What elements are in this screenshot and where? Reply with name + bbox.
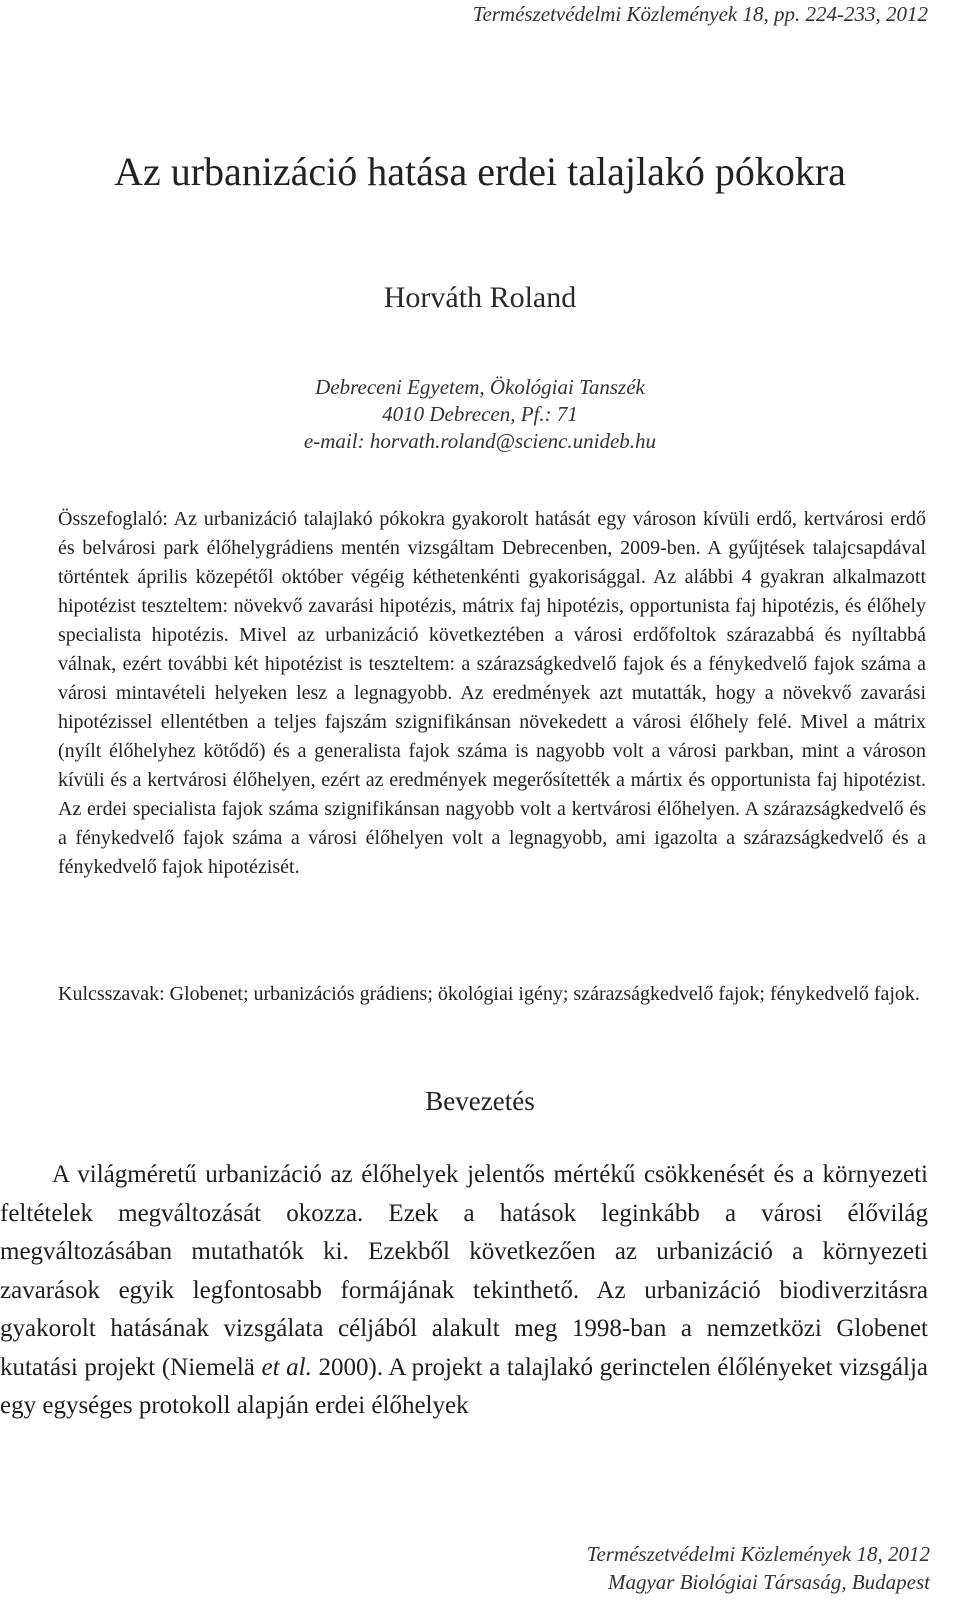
section-heading-introduction: Bevezetés xyxy=(425,1086,535,1116)
footer-publisher: Magyar Biológiai Társaság, Budapest xyxy=(607,1570,930,1594)
keywords-paragraph: Kulcsszavak: Globenet; urbanizációs grádiens; ökológiai igény; szárazságkedvelő fajok; fénykedvelő fajok. xyxy=(58,983,920,1005)
author-name: Horváth Roland xyxy=(383,281,577,314)
affiliation-block xyxy=(0,374,960,455)
affiliation-email: e-mail: horvath.roland@scienc.unideb.hu xyxy=(303,429,657,453)
intro-text-part2: 2000). A projekt a talajlakó gerinctelen élőlényeket vizsgálja egy egységes protokoll alapján erdei élőhelyek xyxy=(0,1353,928,1419)
abstract-paragraph: Összefoglaló: Az urbanizáció talajlakó pókokra gyakorolt hatását egy városon kívüli erdő, kertvárosi erdő és belvárosi park élőhelygrádiens mentén vizsgáltam Debrecenben, 2009-ben. A gyűjtések talajcsapdával történtek április közepétől október végéig kéthetenkénti gyakorisággal. Az alábbi 4 gyakran alkalmazott hipotézist teszteltem: növekvő zavarási hipotézis, mátrix faj hipotézis, opportunista faj hipotézis, és élőhely specialista hipotézis. Mivel az urbanizáció következtében a városi erdőfoltok szárazabbá és nyíltabbá válnak, ezért további két hipotézist is teszteltem: a szárazságkedvelő fajok és a fénykedvelő fajok száma a városi mintavételi helyeken lesz a legnagyobb. Az eredmények azt mutatták, hogy a növekvő zavarási hipotézissel ellentétben a teljes fajszám szignifikánsan növekedett a városi élőhely felé. Mivel a mátrix (nyílt élőhelyhez kötődő) és a generalista fajok száma is nagyobb volt a városi parkban, mint a városon kívüli és a kertvárosi élőhelyen, ezért az eredmények megerősítették a mártix és opportunista faj hipotézist. Az erdei specialista fajok száma szignifikánsan nagyobb volt a kertvárosi élőhelyen. A szárazságkedvelő és a fénykedvelő fajok száma a városi élőhelyen volt a legnagyobb, ami igazolta a szárazságkedvelő és a fénykedvelő fajok hipotézisét. xyxy=(58,508,926,878)
footer-journal: Természetvédelmi Közlemények 18, 2012 xyxy=(586,1542,930,1566)
running-header: Természetvédelmi Közlemények 18, pp. 224-233, 2012 xyxy=(472,2,928,26)
citation-et-al: et al. xyxy=(261,1353,312,1381)
paper-title: Az urbanizáció hatása erdei talajlakó pókokra xyxy=(114,149,846,194)
affiliation-address: 4010 Debrecen, Pf.: 71 xyxy=(382,402,578,426)
introduction-paragraph xyxy=(0,1156,928,1426)
intro-text-part1: A világméretű urbanizáció az élőhelyek jelentős mértékű csökkenését és a környezeti feltételek megváltozását okozza. Ezek a hatások leginkább a városi élővilág megváltozásában mutathatók ki. Ezekből következően az urbanizáció a környezeti zavarások egyik legfontosabb formájának tekinthető. Az urbanizáció biodiverzitásra gyakorolt hatásának vizsgálata céljából alakult meg 1998-ban a nemzetközi Globenet kutatási projekt (Niemelä xyxy=(0,1161,928,1381)
page-footer xyxy=(587,1540,930,1596)
affiliation-institution: Debreceni Egyetem, Ökológiai Tanszék xyxy=(315,375,645,399)
